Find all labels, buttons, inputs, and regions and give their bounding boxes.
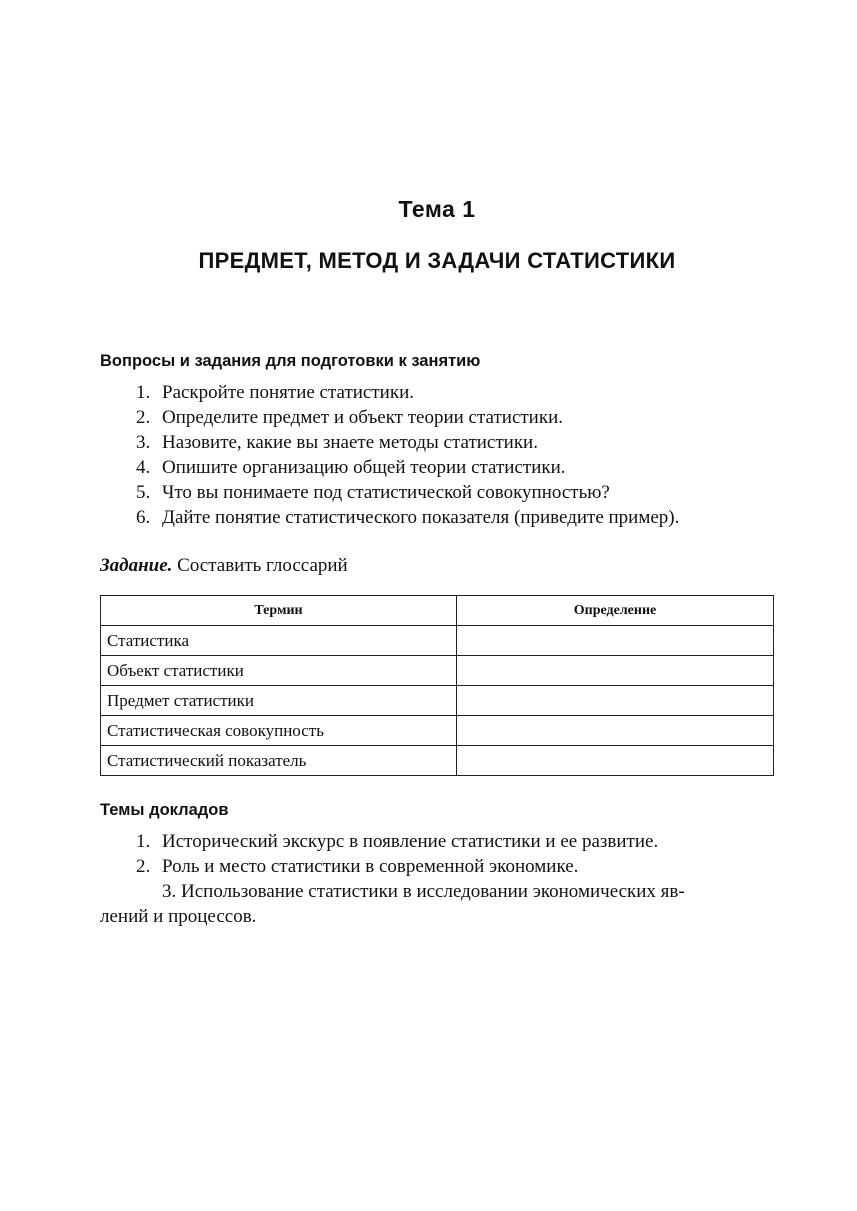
reports-heading: Темы докладов: [100, 801, 229, 819]
term-cell: Объект статистики: [101, 656, 457, 686]
term-cell: Статистический показатель: [101, 746, 457, 776]
item-text-line2: лений и процессов.: [100, 906, 257, 927]
task-text: Составить глоссарий: [177, 555, 348, 576]
item-number: 3.: [162, 881, 177, 902]
table-header-row: [101, 596, 774, 626]
column-header-term: Термин: [101, 596, 457, 626]
glossary-table: [100, 595, 774, 776]
item-text: Что вы понимаете под статистической совокупностью?: [162, 482, 610, 503]
term-cell: Предмет статистики: [101, 686, 457, 716]
list-item: [100, 505, 774, 530]
definition-cell: [457, 746, 774, 776]
column-header-definition: Определение: [457, 596, 774, 626]
task-label: Задание.: [100, 555, 173, 576]
table-row: [101, 746, 774, 776]
definition-cell: [457, 716, 774, 746]
item-number: 4.: [136, 457, 151, 478]
definition-cell: [457, 656, 774, 686]
item-text-line1: Использование статистики в исследовании экономических яв-: [181, 881, 685, 902]
item-text: Опишите организацию общей теории статистики.: [162, 457, 566, 478]
list-item: [100, 480, 774, 505]
item-number: 2.: [136, 856, 151, 877]
item-number: 1.: [136, 831, 151, 852]
list-item: [100, 455, 774, 480]
list-item: [100, 829, 774, 854]
item-text: Исторический экскурс в появление статистики и ее развитие.: [162, 831, 659, 852]
task-line: [100, 555, 348, 577]
term-cell: Статистическая совокупность: [101, 716, 457, 746]
table-row: [101, 716, 774, 746]
item-text: Назовите, какие вы знаете методы статистики.: [162, 432, 538, 453]
item-text: Роль и место статистики в современной экономике.: [162, 856, 579, 877]
term-cell: Статистика: [101, 626, 457, 656]
questions-heading: Вопросы и задания для подготовки к занятию: [100, 352, 481, 370]
table-row: [101, 686, 774, 716]
list-item: [100, 380, 774, 405]
list-item: [100, 405, 774, 430]
item-number: 2.: [136, 407, 151, 428]
item-text: Дайте понятие статистического показателя (приведите пример).: [162, 507, 680, 528]
item-number: 6.: [136, 507, 151, 528]
table-row: [101, 656, 774, 686]
topic-label: Тема 1: [398, 196, 476, 222]
list-item: [100, 430, 774, 455]
item-number: 3.: [136, 432, 151, 453]
reports-list: [100, 829, 774, 929]
item-number: 1.: [136, 382, 151, 403]
item-number: 5.: [136, 482, 151, 503]
definition-cell: [457, 686, 774, 716]
list-item: [100, 854, 774, 879]
item-text: Определите предмет и объект теории статистики.: [162, 407, 563, 428]
topic-title: ПРЕДМЕТ, МЕТОД И ЗАДАЧИ СТАТИСТИКИ: [198, 248, 676, 273]
table-row: [101, 626, 774, 656]
questions-list: [100, 380, 774, 530]
item-text: Раскройте понятие статистики.: [162, 382, 414, 403]
list-item: [100, 879, 774, 929]
definition-cell: [457, 626, 774, 656]
